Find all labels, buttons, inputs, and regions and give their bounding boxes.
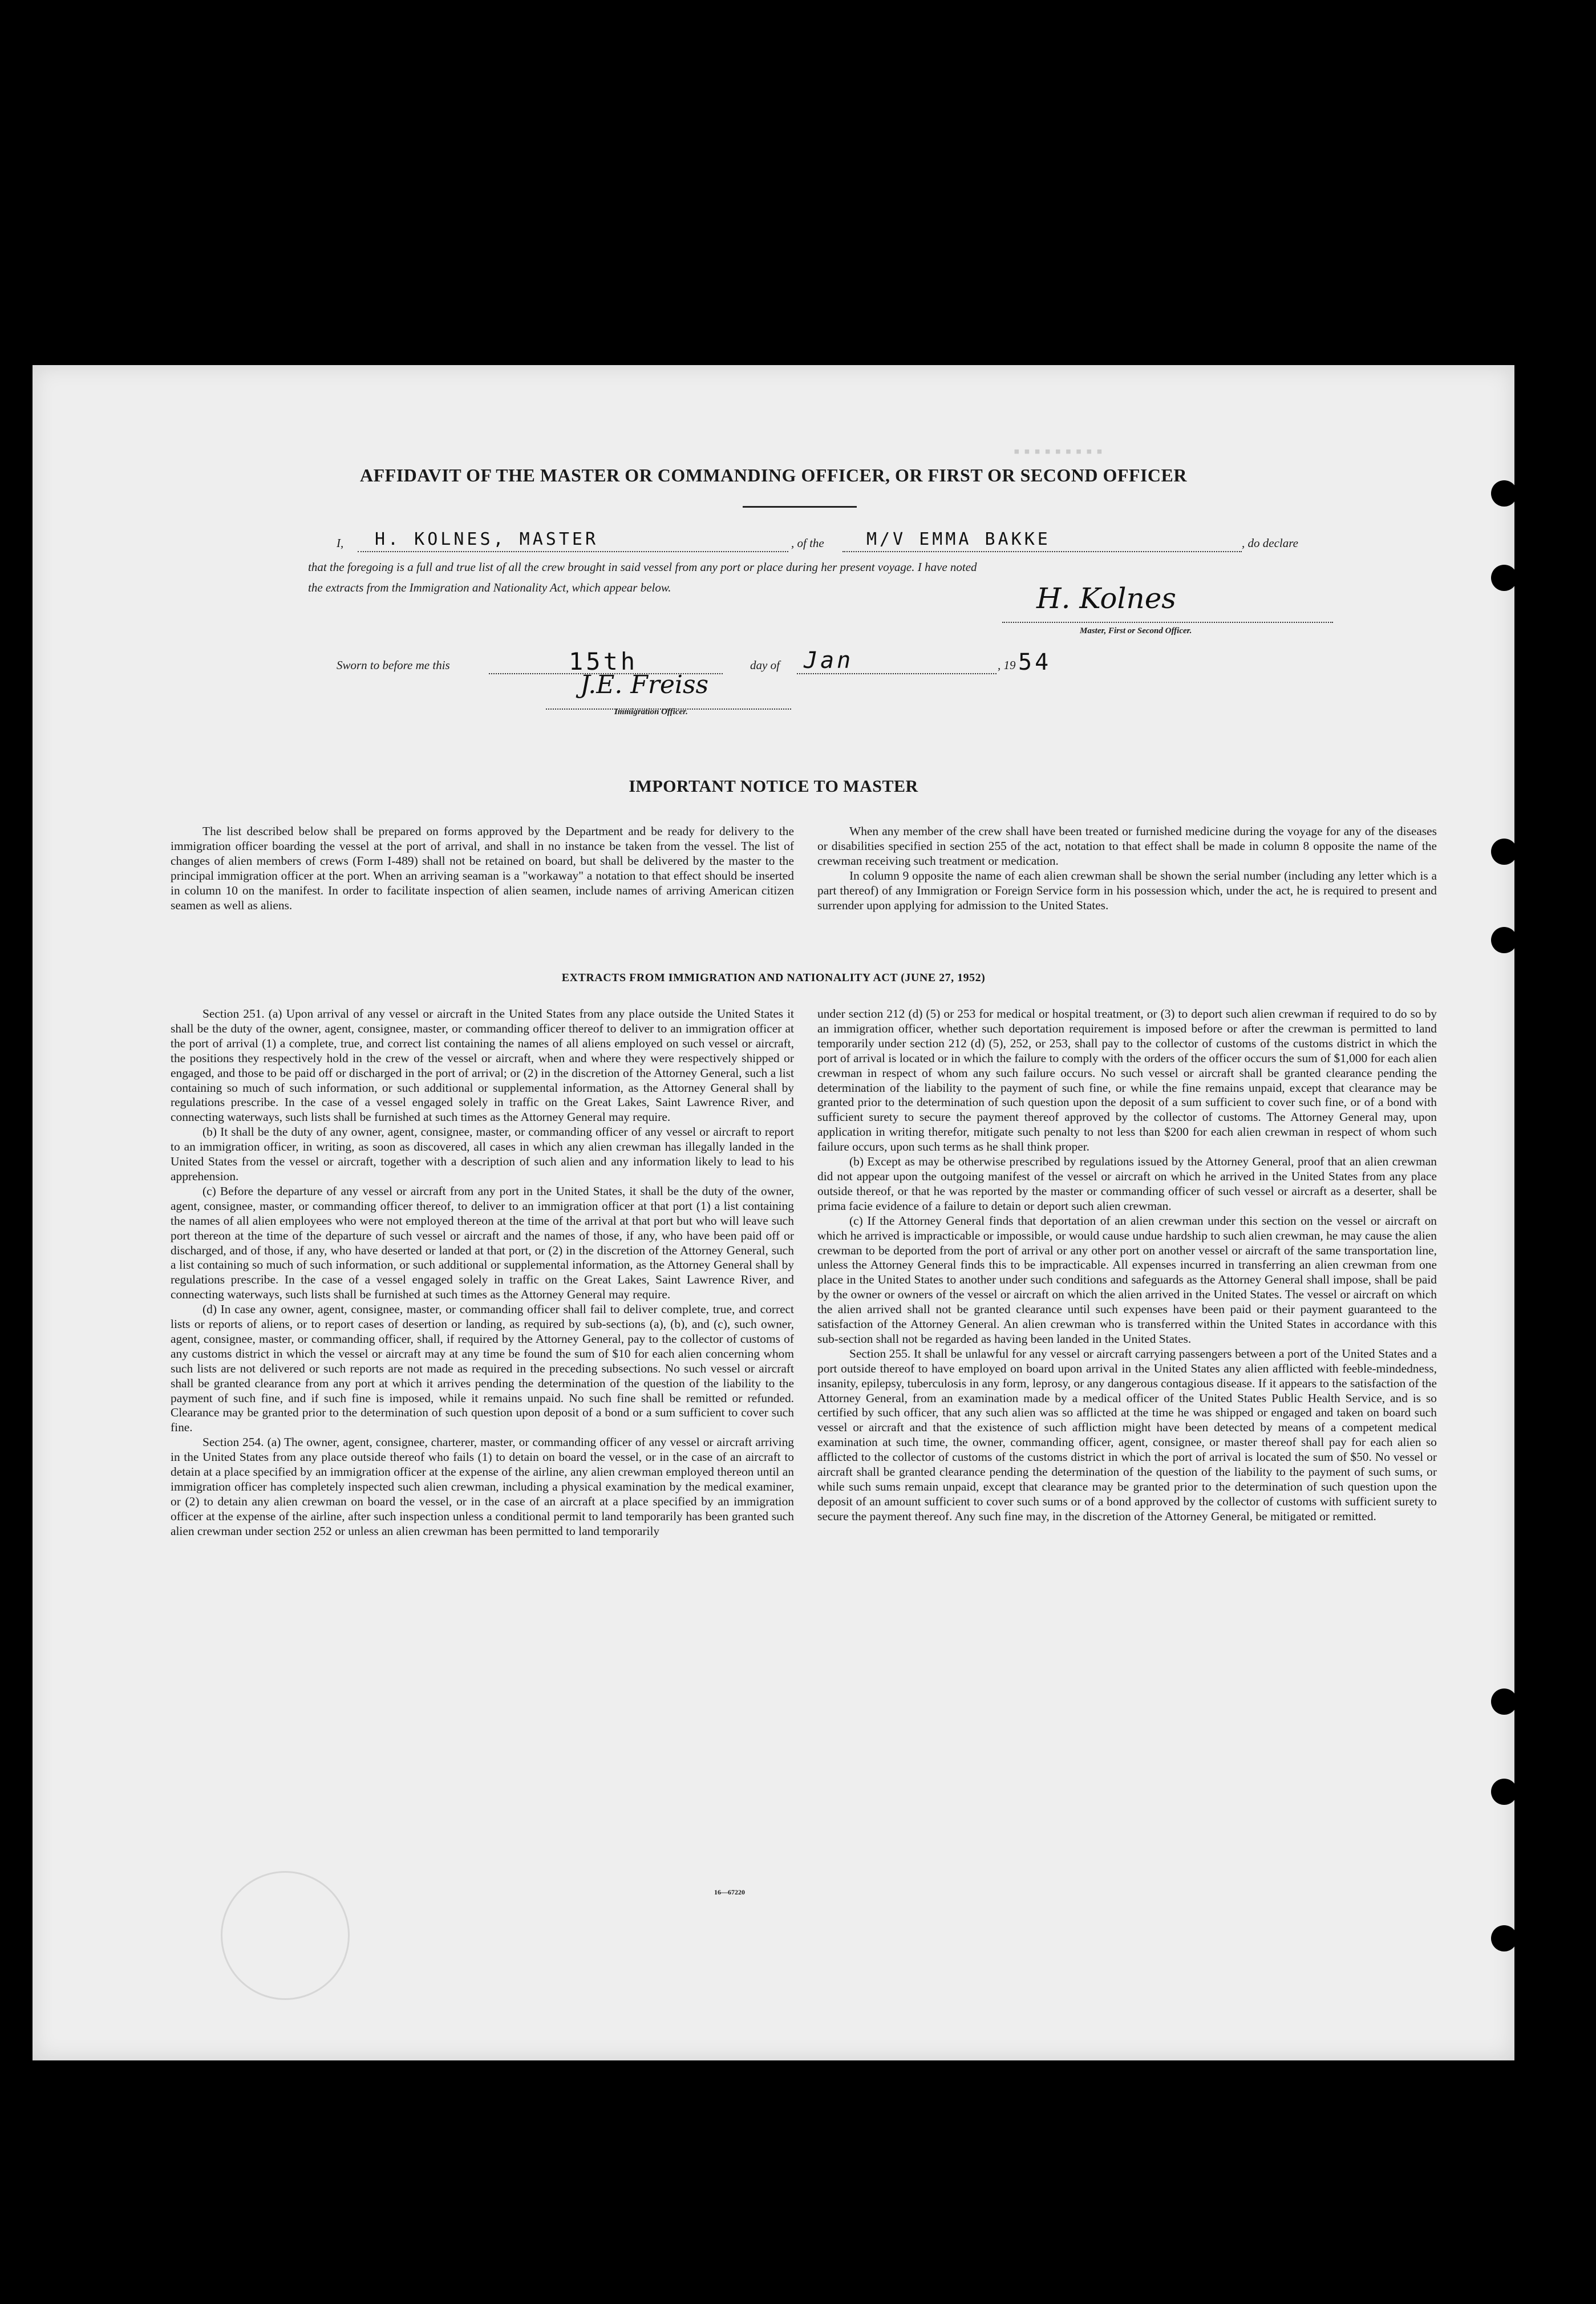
sworn-month: Jan: [804, 647, 854, 674]
do-declare-label: , do declare: [1242, 536, 1298, 550]
immigration-officer-signature: J.E. Freiss: [580, 670, 709, 699]
notice-left-paragraph: The list described below shall be prepared on forms approved by the Department and be ready for delivery to the immigration officer boarding the vessel at the port of arrival, and shall in no instance be taken from the vessel. The list of changes of alien members of crews (Form I-489) shall not be retained on board, but shall be delivered by the master to the principal immigration officer at the port. When an arriving seaman is a "workaway" a notation to that effect should be inserted in column 10 on the manifest. In order to facilitate inspection of alien seamen, include names of arriving American citizen seamen as well as aliens.: [171, 824, 794, 912]
print-code: 16—67220: [714, 1888, 745, 1896]
section-254-a-continued: under section 212 (d) (5) or 253 for medical or hospital treatment, or (3) to deport such alien crewman if required to do so by an immigration officer, whether such deportation requirement is imposed before or after the crewman is permitted to land temporarily under section 212 (d) (5), 252, or 253, shall pay to the collector of customs of the customs district in which the port of arrival is located or in which the failure to comply with the orders of the officer occurs the sum of $1,000 for each alien crewman in respect of whom any such failure occurs. No such vessel or aircraft shall be granted clearance pending the determination of the liability to the payment of such fine, or while the fine remains unpaid, except that clearance may be granted prior to the determination of such question upon the deposit of a sum sufficient to cover such fine, or of a bond with sufficient surety to secure the payment thereof approved by the collector of customs. The Attorney General may, upon application in writing therefor, mitigate such penalty to not less than $200 for each alien crewman in respect of whom such failure occurs, upon such terms as he shall think proper.: [817, 1007, 1437, 1154]
punch-hole: [1491, 1688, 1517, 1715]
master-name-line: [358, 550, 788, 552]
section-251-a: Section 251. (a) Upon arrival of any vessel or aircraft in the United States from any place outside the United States it shall be the duty of the owner, agent, consignee, master, or commanding officer thereof to deliver to an immigration officer at the port of arrival (1) a complete, true, and correct list containing the names of all aliens employed on such vessel or aircraft, the positions they respectively hold in the crew of the vessel or aircraft, when and where they were respectively shipped or engaged, and those to be paid off or discharged in the port of arrival; or (2) in the discretion of the Attorney General, such a list containing so much of such information, or such additional or supplemental information, as the Attorney General shall by regulations prescribe. In the case of a vessel engaged solely in traffic on the Great Lakes, Saint Lawrence River, and connecting waterways, such lists shall be furnished at such times as the Attorney General may require.: [171, 1007, 794, 1124]
master-signature-line: [1002, 621, 1333, 623]
section-251-c: (c) Before the departure of any vessel or aircraft from any port in the United States, it shall be the duty of the owner, agent, consignee, master, or commanding officer thereof, to deliver to an immigration officer at that port (1) a list containing the names of all alien employees who were not employed thereon at the time of the arrival at that port but who will leave such port thereon at the time of the departure of such vessel or aircraft and the names of those, if any, who have been paid off or discharged, and of those, if any, who have deserted or landed at that port, or (2) in the discretion of the Attorney General, such a list containing so much of such information, or such additional or supplemental information, as the Attorney General shall by regulations prescribe. In the case of a vessel engaged solely in traffic on the Great Lakes, Saint Lawrence River, and connecting waterways, such lists shall be furnished at such times as the Attorney General may require.: [171, 1184, 794, 1302]
sworn-label: Sworn to before me this: [337, 658, 450, 672]
section-254-a: Section 254. (a) The owner, agent, consignee, charterer, master, or commanding officer of any vessel or aircraft arriving in the United States from any place outside thereof who fails (1) to detain on board the vessel, or in the case of an aircraft to detain at a place specified by an immigration officer at the expense of the airline, any alien crewman employed thereon until an immigration officer has completely inspected such alien crewman, including a physical examination by the medical examiner, or (2) to detain any alien crewman on board the vessel, or in the case of an aircraft at a place specified by an immigration officer at the expense of the airline, after such inspection unless a conditional permit to land temporarily has been granted such alien crewman under section 252 or unless an alien crewman has been permitted to land temporarily: [171, 1435, 794, 1538]
punch-hole: [1491, 1779, 1517, 1805]
bleed-through-text: ▪ ▪ ▪ ▪ ▪ ▪ ▪ ▪ ▪: [1014, 442, 1103, 461]
title-divider: [743, 506, 857, 508]
declaration-line-2: the extracts from the Immigration and Nationality Act, which appear below.: [308, 581, 671, 594]
extracts-left-column: [171, 1007, 794, 1539]
section-254-c: (c) If the Attorney General finds that deportation of an alien crewman under this section on the vessel or aircraft on which he arrived is impracticable or impossible, or would cause undue hardship to such alien crewman, he may cause the alien crewman to be deported from the port of arrival or any other port on another vessel or aircraft of the same transportation line, unless the Attorney General finds this to be impracticable. All expenses incurred in transferring an alien crewman from one place in the United States to another under such conditions and safeguards as the Attorney General shall impose, shall be paid by the owner or owners of the vessel or aircraft on which the alien arrived in the United States. The vessel or aircraft on which the alien arrived shall not be granted clearance until such expenses have been paid or their payment guaranteed to the satisfaction of the Attorney General. An alien crewman who is transferred within the United States in accordance with this sub-section shall not be regarded as having been landed in the United States.: [817, 1213, 1437, 1346]
year-prefix: , 19: [998, 658, 1016, 672]
punch-hole: [1491, 839, 1517, 865]
vessel-name: M/V EMMA BAKKE: [866, 529, 1051, 549]
master-caption: Master, First or Second Officer.: [1080, 626, 1192, 635]
of-the-label: , of the: [791, 536, 824, 550]
section-254-b: (b) Except as may be otherwise prescribed by regulations issued by the Attorney General, proof that an alien crewman did not appear upon the outgoing manifest of the vessel or aircraft on which he arrived in the United States from any place outside thereof, or that he was reported by the master or commanding officer of such vessel or aircraft as a deserter, shall be prima facie evidence of a failure to detain or deport such alien crewman.: [817, 1155, 1437, 1213]
year-suffix: 54: [1018, 649, 1052, 675]
officer-caption: Immigration Officer.: [614, 707, 688, 716]
notice-right-paragraph-2: In column 9 opposite the name of each alien crewman shall be shown the serial number (including any letter which is a part thereof) of any Immigration or Foreign Service form in his possession which, under the act, he is required to present and surrender upon applying for admission to the United States.: [817, 868, 1437, 912]
day-of-label: day of: [750, 658, 780, 672]
notice-title: IMPORTANT NOTICE TO MASTER: [629, 777, 918, 796]
faded-stamp: [221, 1871, 350, 2000]
sworn-day: 15th: [569, 647, 638, 675]
section-251-d: (d) In case any owner, agent, consignee, master, or commanding officer shall fail to deliver complete, true, and correct lists or reports of aliens, or to report cases of desertion or landing, as required by sub-sections (a), (b), and (c), such owner, agent, consignee, master, or commanding officer, shall, if required by the Attorney General, pay to the collector of customs of any customs district in which the vessel or aircraft may at any time be found the sum of $10 for each alien concerning whom such lists are not delivered or such reports are not made as required in the preceding subsections. No such vessel or aircraft shall be granted clearance from any port at which it arrives pending the determination of the question of the liability to the payment of such fine, and if such fine is imposed, while it remains unpaid. No such fine shall be remitted or refunded. Clearance may be granted prior to the determination of such question upon deposit of a bond or a sum sufficient to cover such fine.: [171, 1302, 794, 1435]
affidavit-title: AFFIDAVIT OF THE MASTER OR COMMANDING OFFICER, OR FIRST OR SECOND OFFICER: [360, 465, 1187, 485]
punch-hole: [1491, 480, 1517, 507]
vessel-name-line: [842, 550, 1242, 552]
notice-right-column: [817, 824, 1437, 913]
extracts-right-column: [817, 1007, 1437, 1524]
master-name: H. KOLNES, MASTER: [375, 529, 599, 549]
master-signature: H. Kolnes: [1036, 582, 1176, 615]
extracts-title: EXTRACTS FROM IMMIGRATION AND NATIONALITY ACT (JUNE 27, 1952): [561, 971, 986, 984]
notice-left-column: [171, 824, 794, 913]
affidavit-i-label: I,: [337, 536, 344, 550]
punch-hole: [1491, 927, 1517, 953]
section-255: Section 255. It shall be unlawful for any vessel or aircraft carrying passengers between a port of the United States and a port outside thereof to have employed on board upon arrival in the United States any alien afflicted with feeble-mindedness, insanity, epilepsy, tuberculosis in any form, leprosy, or any dangerous contagious disease. If it appears to the satisfaction of the Attorney General, from an examination made by a medical officer of the United States Public Health Service, and is so certified by such officer, that any such alien was so afflicted at the time he was shipped or engaged and taken on board such vessel or aircraft and that the existence of such affliction might have been detected by means of a competent medical examination at such time, the owner, commanding officer, agent, consignee, or master thereof shall pay for each alien so afflicted to the collector of customs of the customs district in which the port of arrival is located the sum of $50. No vessel or aircraft shall be granted clearance pending the determination of the question of the liability to the payment of such sums, or while such sums remain unpaid, except that clearance may be granted prior to the determination of such question upon the deposit of an amount sufficient to cover such sums or of a bond approved by the collector of customs with sufficient surety to secure the payment thereof. Any such fine may, in the discretion of the Attorney General, be mitigated or remitted.: [817, 1346, 1437, 1523]
punch-hole: [1491, 1925, 1517, 1951]
section-251-b: (b) It shall be the duty of any owner, agent, consignee, master, or commanding officer of any vessel or aircraft to report to an immigration officer, in writing, as soon as discovered, all cases in which any alien crewman has illegally landed in the United States from the vessel or aircraft, together with a description of such alien and any information likely to lead to his apprehension.: [171, 1125, 794, 1183]
punch-hole: [1491, 565, 1517, 591]
document-sheet: [33, 365, 1514, 2060]
declaration-line-1: that the foregoing is a full and true list of all the crew brought in said vessel from any port or place during her present voyage. I have noted: [308, 560, 977, 574]
notice-right-paragraph-1: When any member of the crew shall have been treated or furnished medicine during the voyage for any of the diseases or disabilities specified in section 255 of the act, notation to that effect shall be made in column 8 opposite the name of the crewman receiving such treatment or medication.: [817, 824, 1437, 868]
